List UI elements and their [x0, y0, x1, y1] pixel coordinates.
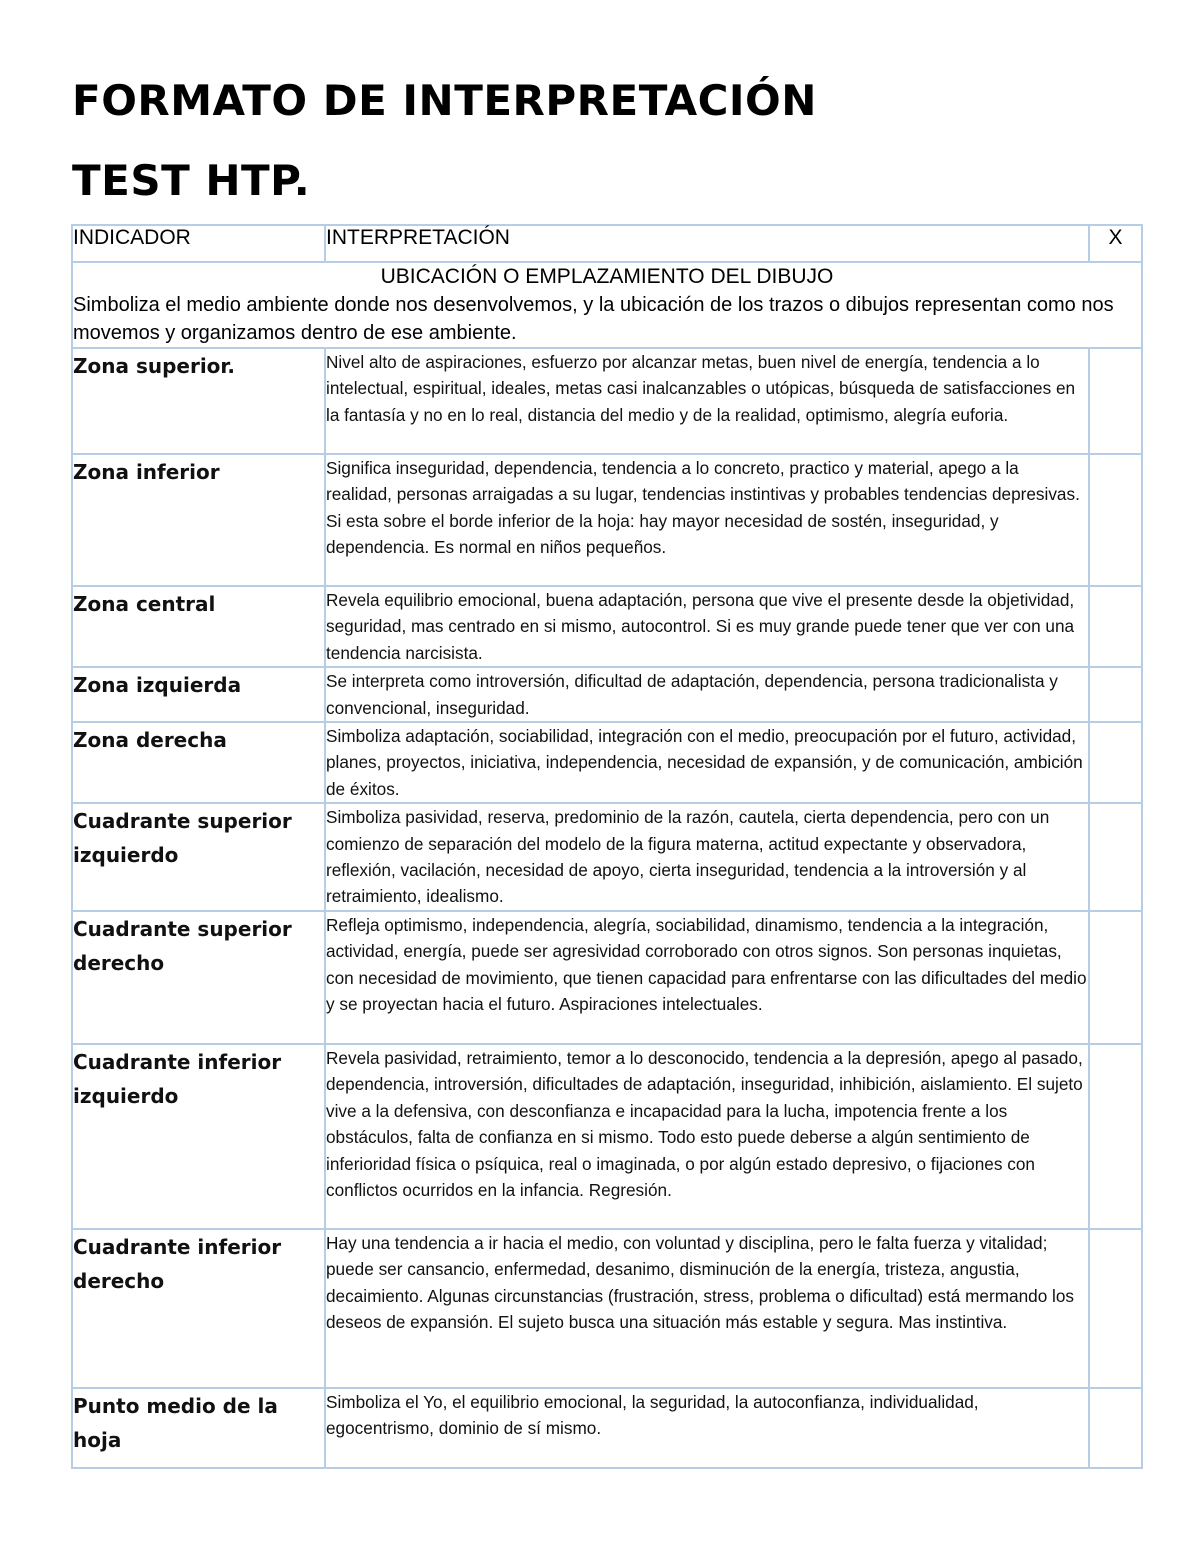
table-row	[72, 803, 1142, 911]
interpretation-paragraph: Significa inseguridad, dependencia, tendencia a lo concreto, practico y material, apego a la realidad, personas arraigadas a su lugar, tendencias instintivas y probables tendencias depresivas.	[326, 458, 1080, 505]
interpretation-cell: Se interpreta como introversión, dificultad de adaptación, dependencia, persona tradicionalista y convencional, inseguridad.	[325, 667, 1089, 722]
interpretation-cell: Simboliza el Yo, el equilibrio emocional, la seguridad, la autoconfianza, individualidad, egocentrismo, dominio de sí mismo.	[325, 1388, 1089, 1468]
page-title-line1: FORMATO DE INTERPRETACIÓN	[72, 76, 817, 125]
mark-cell[interactable]	[1089, 911, 1142, 1044]
interpretation-paragraph: Si esta sobre el borde inferior de la hoja: hay mayor necesidad de sostén, inseguridad, y dependencia. Es normal en niños pequeños.	[326, 510, 999, 558]
header-indicador: INDICADOR	[72, 225, 325, 262]
indicator-cell: Cuadrante inferior izquierdo	[72, 1044, 325, 1229]
mark-cell[interactable]	[1089, 1388, 1142, 1468]
mark-cell[interactable]	[1089, 454, 1142, 586]
table-row	[72, 722, 1142, 803]
header-interpretacion: INTERPRETACIÓN	[325, 225, 1089, 262]
table-row	[72, 1044, 1142, 1229]
table-row	[72, 454, 1142, 586]
interpretation-cell: Nivel alto de aspiraciones, esfuerzo por alcanzar metas, buen nivel de energía, tendencia a lo intelectual, espiritual, ideales, metas casi inalcanzables o utópicas, búsqueda de satisfacciones en la fantasía y no en lo real, distancia del medio y de la realidad, optimismo, alegría euforia.	[325, 348, 1089, 454]
indicator-cell: Zona superior.	[72, 348, 325, 454]
interpretation-cell: Revela equilibrio emocional, buena adaptación, persona que vive el presente desde la objetividad, seguridad, mas centrado en si mismo, autocontrol. Si es muy grande puede tener que ver con una tendencia narcisista.	[325, 586, 1089, 667]
indicator-cell: Cuadrante superior derecho	[72, 911, 325, 1044]
interpretation-table	[71, 224, 1143, 1469]
indicator-cell: Punto medio de la hoja	[72, 1388, 325, 1468]
interpretation-cell: Hay una tendencia a ir hacia el medio, con voluntad y disciplina, pero le falta fuerza y vitalidad; puede ser cansancio, enfermedad, desanimo, disminución de la energía, tristeza, angustia, decaimiento. Algunas circunstancias (frustración, stress, problema o dificultad) está mermando los deseos de expansión. El sujeto busca una situación más estable y segura. Mas instintiva.	[325, 1229, 1089, 1388]
section-row	[72, 262, 1142, 348]
table-row	[72, 586, 1142, 667]
page-title-line2: TEST HTP.	[72, 156, 311, 205]
table-row	[72, 348, 1142, 454]
mark-cell[interactable]	[1089, 667, 1142, 722]
mark-cell[interactable]	[1089, 1229, 1142, 1388]
mark-cell[interactable]	[1089, 1044, 1142, 1229]
section-cell	[72, 262, 1142, 348]
interpretation-cell	[325, 454, 1089, 586]
table-row	[72, 667, 1142, 722]
indicator-cell: Zona derecha	[72, 722, 325, 803]
indicator-cell: Zona inferior	[72, 454, 325, 586]
table-row	[72, 1388, 1142, 1468]
indicator-cell: Cuadrante superior izquierdo	[72, 803, 325, 911]
mark-cell[interactable]	[1089, 722, 1142, 803]
table-header-row	[72, 225, 1142, 262]
interpretation-cell: Refleja optimismo, independencia, alegría, sociabilidad, dinamismo, tendencia a la integración, actividad, energía, puede ser agresividad corroborado con otros signos. Son personas inquietas, con necesidad de movimiento, que tienen capacidad para enfrentarse con las dificultades del medio y se proyectan hacia el futuro. Aspiraciones intelectuales.	[325, 911, 1089, 1044]
section-description: Simboliza el medio ambiente donde nos desenvolvemos, y la ubicación de los trazos o dibujos representan como nos movemos y organizamos dentro de ese ambiente.	[73, 294, 1114, 344]
interpretation-cell: Simboliza pasividad, reserva, predominio de la razón, cautela, cierta dependencia, pero con un comienzo de separación del modelo de la figura materna, actitud expectante y observadora, reflexión, vacilación, necesidad de apoyo, cierta inseguridad, tendencia a la introversión y al retraimiento, idealismo.	[325, 803, 1089, 911]
header-x: X	[1089, 225, 1142, 262]
indicator-cell: Cuadrante inferior derecho	[72, 1229, 325, 1388]
mark-cell[interactable]	[1089, 803, 1142, 911]
interpretation-cell: Simboliza adaptación, sociabilidad, integración con el medio, preocupación por el futuro, actividad, planes, proyectos, iniciativa, independencia, necesidad de expansión, y de comunicación, ambición de éxitos.	[325, 722, 1089, 803]
table-row	[72, 1229, 1142, 1388]
mark-cell[interactable]	[1089, 586, 1142, 667]
mark-cell[interactable]	[1089, 348, 1142, 454]
indicator-cell: Zona central	[72, 586, 325, 667]
indicator-cell: Zona izquierda	[72, 667, 325, 722]
interpretation-cell: Revela pasividad, retraimiento, temor a lo desconocido, tendencia a la depresión, apego al pasado, dependencia, introversión, dificultades de adaptación, inseguridad, inhibición, aislamiento. El sujeto vive a la defensiva, con desconfianza e incapacidad para la lucha, impotencia frente a los obstáculos, falta de confianza en si mismo. Todo esto puede deberse a algún sentimiento de inferioridad física o psíquica, real o imaginada, o por algún estado depresivo, o fijaciones con conflictos ocurridos en la infancia. Regresión.	[325, 1044, 1089, 1229]
table-row	[72, 911, 1142, 1044]
section-title: UBICACIÓN O EMPLAZAMIENTO DEL DIBUJO	[380, 265, 834, 288]
